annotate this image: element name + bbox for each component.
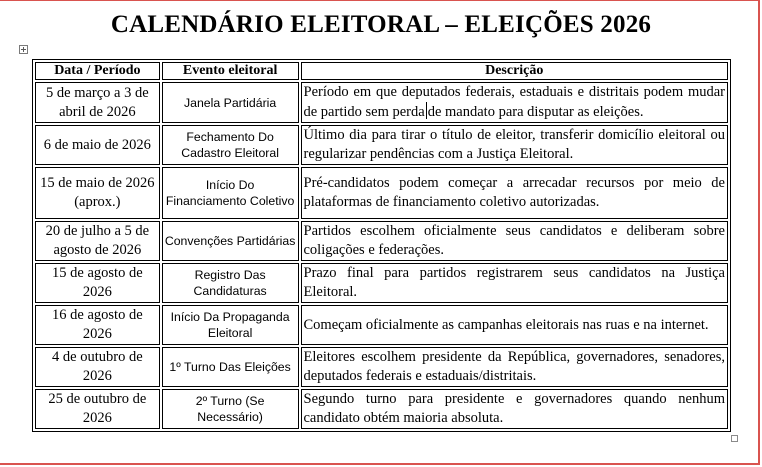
row-date[interactable]: 5 de março a 3 de abril de 2026 [35, 82, 160, 123]
table-row [35, 221, 728, 261]
row-event[interactable]: Início Da Propaganda Eleitoral [162, 305, 299, 345]
header-event: Evento eleitoral [162, 62, 299, 80]
table-row [35, 82, 728, 123]
row-description[interactable]: Eleitores escolhem presidente da República, governadores, senadores, deputados federais e estaduais/distritais. [301, 347, 729, 387]
row-date[interactable]: 15 de agosto de 2026 [35, 263, 160, 303]
row-description-text-after-cursor: de mandato para disputar as eleições. [427, 104, 644, 120]
table-row [35, 347, 728, 387]
row-event[interactable]: Janela Partidária [162, 82, 299, 123]
table-row [35, 389, 728, 429]
table-row [35, 263, 728, 303]
header-description: Descrição [301, 62, 729, 80]
row-date[interactable]: 15 de maio de 2026 (aprox.) [35, 167, 160, 219]
document-title: CALENDÁRIO ELEITORAL – ELEIÇÕES 2026 [110, 11, 652, 38]
electoral-calendar-table [32, 59, 731, 432]
row-event[interactable]: 2º Turno (Se Necessário) [162, 389, 299, 429]
table-row [35, 305, 728, 345]
row-event[interactable]: Convenções Partidárias [162, 221, 299, 261]
row-description[interactable]: Começam oficialmente as campanhas eleitorais nas ruas e na internet. [301, 305, 729, 345]
table-header-row [35, 62, 728, 80]
row-description-text-before-cursor: Período em que deputados federais, estaduais e distritais podem mudar de partido sem perda [303, 84, 725, 120]
table-row [35, 167, 728, 219]
row-date[interactable]: 25 de outubro de 2026 [35, 389, 160, 429]
table-move-handle-icon[interactable] [19, 45, 28, 54]
table-row [35, 125, 728, 165]
row-description[interactable]: Último dia para tirar o título de eleitor, transferir domicílio eleitoral ou regularizar pendências com a Justiça Eleitoral. [301, 125, 729, 165]
row-description[interactable]: Prazo final para partidos registrarem seus candidatos na Justiça Eleitoral. [301, 263, 729, 303]
row-event[interactable]: Fechamento Do Cadastro Eleitoral [162, 125, 299, 165]
row-event[interactable]: Registro Das Candidaturas [162, 263, 299, 303]
row-event[interactable]: Início Do Financiamento Coletivo [162, 167, 299, 219]
row-event[interactable]: 1º Turno Das Eleições [162, 347, 299, 387]
row-date[interactable]: 6 de maio de 2026 [35, 125, 160, 165]
table-resize-handle-icon[interactable] [731, 435, 738, 442]
row-description[interactable]: Partidos escolhem oficialmente seus candidatos e deliberam sobre coligações e federações. [301, 221, 729, 261]
row-description[interactable]: Segundo turno para presidente e governadores quando nenhum candidato obtém maioria absoluta. [301, 389, 729, 429]
text-cursor [426, 102, 427, 119]
row-date[interactable]: 16 de agosto de 2026 [35, 305, 160, 345]
row-description[interactable] [301, 82, 729, 123]
row-date[interactable]: 4 de outubro de 2026 [35, 347, 160, 387]
row-description[interactable]: Pré-candidatos podem começar a arrecadar recursos por meio de plataformas de financiamento coletivo autorizadas. [301, 167, 729, 219]
header-date: Data / Período [35, 62, 160, 80]
row-date[interactable]: 20 de julho a 5 de agosto de 2026 [35, 221, 160, 261]
